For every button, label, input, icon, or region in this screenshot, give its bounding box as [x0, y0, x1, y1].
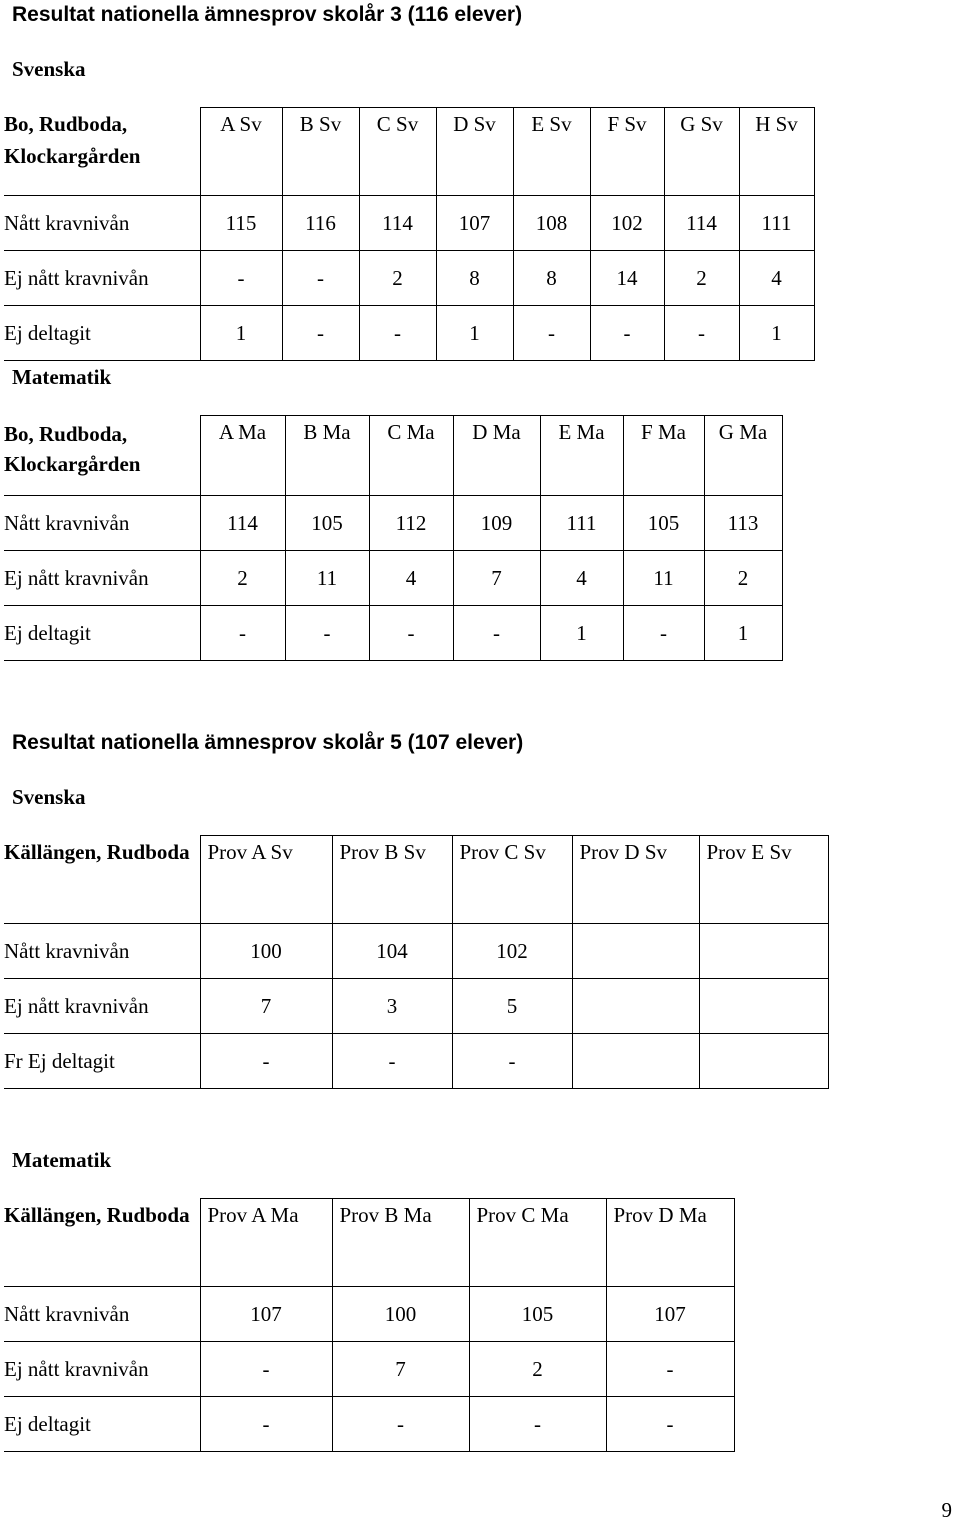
table-cell	[699, 1034, 828, 1089]
table-row	[4, 979, 828, 1034]
column-header: Prov C Sv	[452, 836, 572, 924]
table-cell: 111	[739, 196, 814, 251]
column-header: Prov C Ma	[469, 1199, 606, 1287]
table-cell: -	[285, 606, 369, 661]
table-cell: 108	[513, 196, 590, 251]
table-cell	[699, 979, 828, 1034]
table-cell: 100	[200, 924, 332, 979]
table-cell: 2	[359, 251, 436, 306]
table-header-row	[4, 108, 814, 196]
header-label: Bo, Rudboda, Klockargården	[4, 416, 200, 496]
table-cell: -	[623, 606, 704, 661]
table-cell: 112	[369, 496, 453, 551]
table-cell: -	[200, 1342, 332, 1397]
row-label: Ej nått kravnivån	[4, 251, 200, 306]
table-cell: 7	[200, 979, 332, 1034]
column-header: Prov D Ma	[606, 1199, 734, 1287]
table-cell: -	[332, 1397, 469, 1452]
row-label: Fr Ej deltagit	[4, 1034, 200, 1089]
column-header: C Ma	[369, 416, 453, 496]
table-cell: 7	[332, 1342, 469, 1397]
subject-heading-matematik-grade5: Matematik	[12, 1148, 112, 1172]
section-heading-grade3: Resultat nationella ämnesprov skolår 3 (116 elever)	[12, 3, 523, 26]
column-header: F Ma	[623, 416, 704, 496]
subject-heading-svenska-grade3: Svenska	[12, 57, 86, 81]
header-label: Källängen, Rudboda	[4, 836, 200, 924]
column-header: Prov B Ma	[332, 1199, 469, 1287]
table-cell: -	[369, 606, 453, 661]
table-cell: -	[469, 1397, 606, 1452]
row-label: Ej deltagit	[4, 1397, 200, 1452]
table-row	[4, 1397, 734, 1452]
table-cell: 107	[436, 196, 513, 251]
table-cell: 7	[453, 551, 540, 606]
table-cell: 114	[359, 196, 436, 251]
header-label: Bo, Rudboda, Klockargården	[4, 108, 200, 196]
column-header: Prov A Ma	[200, 1199, 332, 1287]
table-cell: 4	[369, 551, 453, 606]
table-cell: 2	[704, 551, 782, 606]
table-row	[4, 306, 814, 361]
table-row	[4, 551, 782, 606]
column-header: A Ma	[200, 416, 285, 496]
table-cell: 100	[332, 1287, 469, 1342]
table-cell: 105	[285, 496, 369, 551]
table-cell: 104	[332, 924, 452, 979]
column-header: F Sv	[590, 108, 664, 196]
table-cell: 114	[200, 496, 285, 551]
table-cell: 1	[704, 606, 782, 661]
column-header: B Ma	[285, 416, 369, 496]
table-cell: -	[452, 1034, 572, 1089]
table-cell	[572, 1034, 699, 1089]
table-cell	[572, 979, 699, 1034]
table-cell: 2	[469, 1342, 606, 1397]
table-row	[4, 1034, 828, 1089]
row-label: Ej deltagit	[4, 606, 200, 661]
table-cell: 4	[739, 251, 814, 306]
table-cell: -	[282, 251, 359, 306]
table-row	[4, 1342, 734, 1397]
table-cell: 102	[452, 924, 572, 979]
table-cell: 8	[436, 251, 513, 306]
table-row	[4, 1287, 734, 1342]
table-cell: -	[332, 1034, 452, 1089]
column-header: E Ma	[540, 416, 623, 496]
row-label: Nått kravnivån	[4, 196, 200, 251]
table-row	[4, 606, 782, 661]
table-cell: 1	[436, 306, 513, 361]
table-cell: -	[200, 251, 282, 306]
column-header: Prov B Sv	[332, 836, 452, 924]
table-cell: 14	[590, 251, 664, 306]
column-header: D Sv	[436, 108, 513, 196]
table-cell: 8	[513, 251, 590, 306]
table-cell: 4	[540, 551, 623, 606]
results-table-matematik-grade3	[4, 415, 783, 661]
column-header: E Sv	[513, 108, 590, 196]
row-label: Ej nått kravnivån	[4, 1342, 200, 1397]
page-number: 9	[941, 1498, 952, 1522]
table-cell: -	[200, 1397, 332, 1452]
table-cell: -	[200, 606, 285, 661]
column-header: B Sv	[282, 108, 359, 196]
table-cell: 11	[285, 551, 369, 606]
table-cell: 105	[623, 496, 704, 551]
column-header: C Sv	[359, 108, 436, 196]
row-label: Nått kravnivån	[4, 924, 200, 979]
table-cell: 116	[282, 196, 359, 251]
table-cell: 11	[623, 551, 704, 606]
column-header: Prov E Sv	[699, 836, 828, 924]
table-cell: -	[359, 306, 436, 361]
table-cell: -	[590, 306, 664, 361]
header-label: Källängen, Rudboda	[4, 1199, 200, 1287]
table-cell: 111	[540, 496, 623, 551]
table-cell: 105	[469, 1287, 606, 1342]
table-cell: -	[664, 306, 739, 361]
table-cell: 1	[540, 606, 623, 661]
table-cell: -	[282, 306, 359, 361]
column-header: G Sv	[664, 108, 739, 196]
section-heading-grade5: Resultat nationella ämnesprov skolår 5 (107 elever)	[12, 731, 524, 754]
table-row	[4, 196, 814, 251]
column-header: G Ma	[704, 416, 782, 496]
table-cell: 107	[606, 1287, 734, 1342]
row-label: Ej nått kravnivån	[4, 979, 200, 1034]
table-cell: 1	[200, 306, 282, 361]
column-header: D Ma	[453, 416, 540, 496]
table-cell: 2	[664, 251, 739, 306]
column-header: H Sv	[739, 108, 814, 196]
table-cell	[699, 924, 828, 979]
table-cell	[572, 924, 699, 979]
table-header-row	[4, 836, 828, 924]
table-cell: 102	[590, 196, 664, 251]
table-cell: 109	[453, 496, 540, 551]
table-cell: 5	[452, 979, 572, 1034]
row-label: Nått kravnivån	[4, 496, 200, 551]
row-label: Nått kravnivån	[4, 1287, 200, 1342]
column-header: Prov D Sv	[572, 836, 699, 924]
table-row	[4, 496, 782, 551]
results-table-svenska-grade5	[4, 835, 829, 1089]
subject-heading-svenska-grade5: Svenska	[12, 785, 86, 809]
column-header: A Sv	[200, 108, 282, 196]
table-row	[4, 924, 828, 979]
table-cell: -	[606, 1342, 734, 1397]
table-row	[4, 251, 814, 306]
table-cell: -	[200, 1034, 332, 1089]
table-cell: 1	[739, 306, 814, 361]
table-header-row	[4, 1199, 734, 1287]
table-cell: 115	[200, 196, 282, 251]
table-cell: 3	[332, 979, 452, 1034]
row-label: Ej deltagit	[4, 306, 200, 361]
row-label: Ej nått kravnivån	[4, 551, 200, 606]
table-cell: -	[606, 1397, 734, 1452]
column-header: Prov A Sv	[200, 836, 332, 924]
table-header-row	[4, 416, 782, 496]
results-table-matematik-grade5	[4, 1198, 735, 1452]
table-cell: 107	[200, 1287, 332, 1342]
table-cell: 113	[704, 496, 782, 551]
table-cell: -	[513, 306, 590, 361]
table-cell: 2	[200, 551, 285, 606]
table-cell: 114	[664, 196, 739, 251]
subject-heading-matematik-grade3: Matematik	[12, 365, 112, 389]
results-table-svenska-grade3	[4, 107, 815, 361]
table-cell: -	[453, 606, 540, 661]
